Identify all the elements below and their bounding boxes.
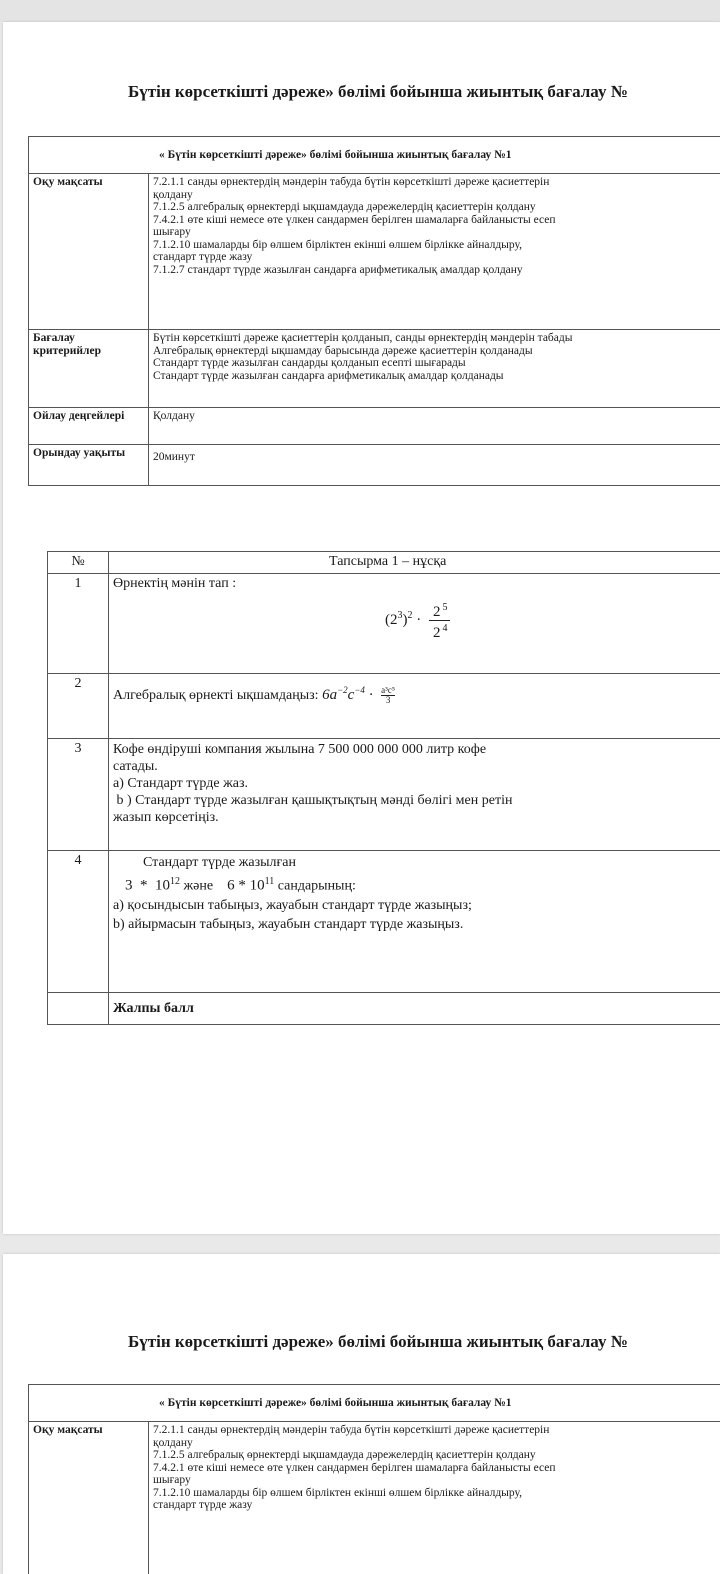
page-2-info-table bbox=[28, 1384, 720, 1574]
criteria-line: Алгебралық өрнектерді ықшамдау барысында дәреже қасиеттерін қолданады bbox=[153, 345, 720, 358]
task-3-cell bbox=[109, 739, 720, 851]
objective-line: қолдану bbox=[153, 1437, 720, 1450]
task-2-cell bbox=[109, 674, 720, 739]
task-4-numbers: $3 * 10^{12}$ және $6 * 10^{11}$ сандарының: bbox=[113, 872, 720, 896]
task-2-fraction: $\frac{\text{a³c⁵}}{3}$ bbox=[381, 686, 395, 705]
task-3-part-b-cont: жазып көрсетіңіз. bbox=[113, 809, 720, 826]
row-label-duration: Орындау уақыты bbox=[29, 445, 149, 486]
column-header-task: Тапсырма 1 – нұсқа bbox=[109, 552, 720, 574]
task-4-part-b: b) айырмасын табыңыз, жауабын стандарт түрде жазыңыз. bbox=[113, 915, 720, 934]
objective-line: 7.1.2.5 алгебралық өрнектерді ықшамдауда дәрежелердің қасиеттерін қолдану bbox=[153, 1449, 720, 1462]
document-page-1 bbox=[3, 22, 720, 1234]
task-number: 3 bbox=[48, 739, 109, 851]
column-header-number: № bbox=[48, 552, 109, 574]
objective-line: шығару bbox=[153, 226, 720, 239]
objective-line: 7.1.2.7 стандарт түрде жазылған сандарға арифметикалық амалдар қолдану bbox=[153, 264, 720, 277]
task-3-line: Кофе өндіруші компания жылына 7 500 000 000 000 литр кофе bbox=[113, 741, 720, 758]
task-2-expression: $6a^{-2}c^{-4}$ · bbox=[322, 687, 374, 703]
page-2-info-table-header: « Бүтін көрсеткішті дәреже» бөлімі бойынша жиынтық бағалау №1 bbox=[29, 1385, 720, 1422]
task-number: 4 bbox=[48, 851, 109, 993]
assessment-criteria-cell bbox=[149, 330, 720, 408]
row-label-assessment-criteria: Бағалау критерийлер bbox=[29, 330, 149, 408]
page-2-learning-objectives-cell bbox=[149, 1422, 720, 1574]
row-label-learning-objective: Оқу мақсаты bbox=[29, 174, 149, 330]
task-number: 2 bbox=[48, 674, 109, 739]
objective-line: 7.2.1.1 санды өрнектердің мәндерін табуда бүтін көрсеткішті дәреже қасиеттерін bbox=[153, 1424, 720, 1437]
task-table bbox=[47, 551, 720, 1025]
task-4-line: Стандарт түрде жазылған bbox=[113, 853, 720, 872]
objective-line: 7.1.2.10 шамаларды бір өлшем бірліктен екінші өлшем бірлікке айналдыру, bbox=[153, 239, 720, 252]
objective-line: 7.4.2.1 өте кіші немесе өте үлкен сандармен берілген шамаларға байланысты есеп bbox=[153, 1462, 720, 1475]
duration-value: 20минут bbox=[149, 445, 720, 486]
task-number: 1 bbox=[48, 574, 109, 674]
document-page-2 bbox=[3, 1254, 720, 1574]
objective-line: 7.2.1.1 санды өрнектердің мәндерін табуда бүтін көрсеткішті дәреже қасиеттерін bbox=[153, 176, 720, 189]
objective-line: 7.1.2.10 шамаларды бір өлшем бірліктен екінші өлшем бірлікке айналдыру, bbox=[153, 1487, 720, 1500]
criteria-line: Стандарт түрде жазылған сандарды қолданып есепті шығарады bbox=[153, 357, 720, 370]
viewer-top-bar bbox=[0, 0, 720, 22]
page-2-title: Бүтін көрсеткішті дәреже» бөлімі бойынша жиынтық бағалау № bbox=[128, 1332, 628, 1352]
task-3-part-b: b ) Стандарт түрде жазылған қашықтықтың мәнді бөлігі мен ретін bbox=[113, 792, 720, 809]
objective-line: қолдану bbox=[153, 189, 720, 202]
learning-objectives-cell bbox=[149, 174, 720, 330]
task-2-text: Алгебралық өрнекті ықшамдаңыз: bbox=[113, 688, 319, 703]
objective-line: 7.4.2.1 өте кіші немесе өте үлкен сандармен берілген шамаларға байланысты есеп bbox=[153, 214, 720, 227]
task-4-cell bbox=[109, 851, 720, 993]
total-number-cell bbox=[48, 993, 109, 1025]
info-table-header: « Бүтін көрсеткішті дәреже» бөлімі бойынша жиынтық бағалау №1 bbox=[29, 137, 720, 174]
objective-line: шығару bbox=[153, 1474, 720, 1487]
criteria-line: Бүтін көрсеткішті дәреже қасиеттерін қолданып, санды өрнектердің мәндерін табады bbox=[153, 332, 720, 345]
task-3-line: сатады. bbox=[113, 758, 720, 775]
objective-line: 7.1.2.5 алгебралық өрнектерді ықшамдауда дәрежелердің қасиеттерін қолдану bbox=[153, 201, 720, 214]
total-score-label: Жалпы балл bbox=[109, 993, 720, 1025]
criteria-line: Стандарт түрде жазылған сандарға арифметикалық амалдар қолданады bbox=[153, 370, 720, 383]
objective-line: стандарт түрде жазу bbox=[153, 251, 720, 264]
task-1-expression: $(2^3)^2$ · $\frac{2 ^5}{2 ^4}$ bbox=[113, 600, 720, 641]
page-2-row-label-learning-objective: Оқу мақсаты bbox=[29, 1422, 149, 1574]
task-1-text: Өрнектің мәнін тап : bbox=[113, 576, 720, 592]
thinking-levels-value: Қолдану bbox=[149, 408, 720, 445]
page-title: Бүтін көрсеткішті дәреже» бөлімі бойынша жиынтық бағалау № bbox=[128, 82, 628, 102]
task-4-part-a: a) қосындысын табыңыз, жауабын стандарт түрде жазыңыз; bbox=[113, 896, 720, 915]
task-1-fraction: $\frac{2 ^5}{2 ^4}$ bbox=[429, 600, 450, 641]
task-1-cell bbox=[109, 574, 720, 674]
info-table bbox=[28, 136, 720, 486]
task-3-part-a: a) Стандарт түрде жаз. bbox=[113, 775, 720, 792]
row-label-thinking-levels: Ойлау деңгейлері bbox=[29, 408, 149, 445]
objective-line: стандарт түрде жазу bbox=[153, 1499, 720, 1512]
